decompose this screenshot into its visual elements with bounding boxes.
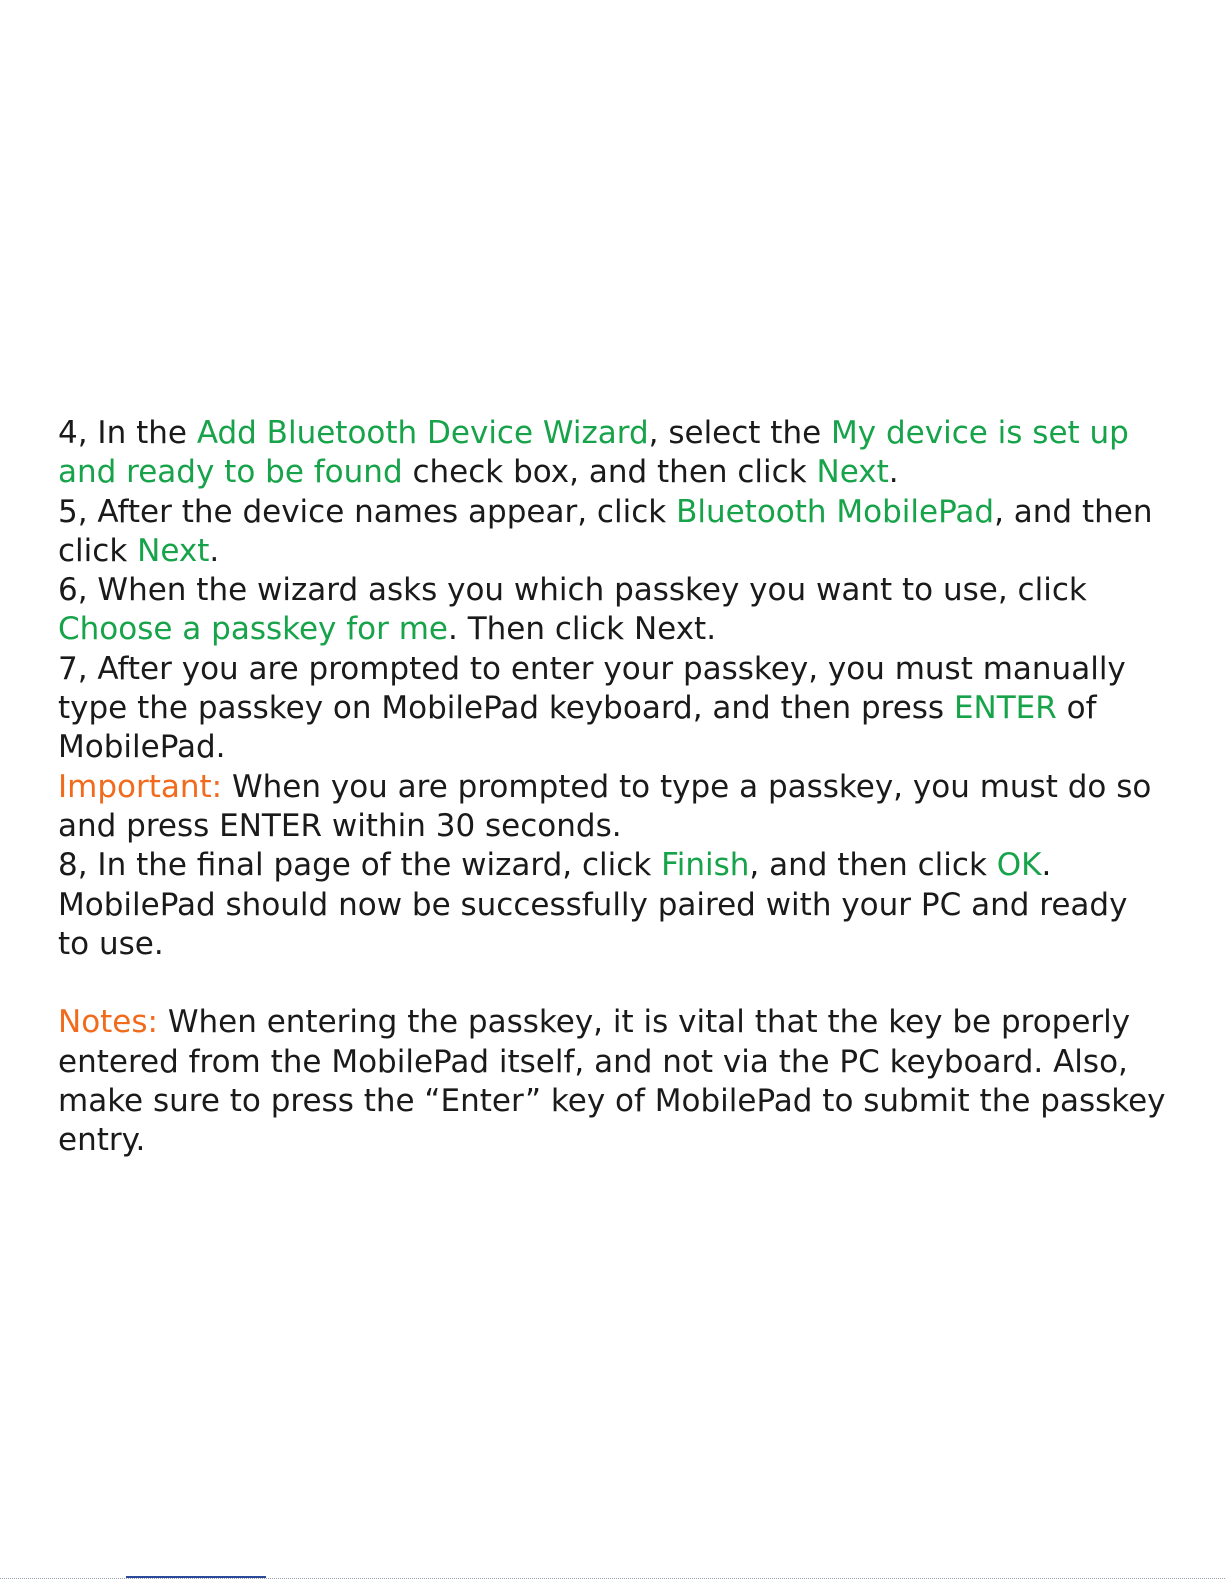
step-6 — [58, 571, 1168, 650]
ok-term: OK — [996, 847, 1042, 884]
step-6-text: 6, When the wizard asks you which passkey you want to use, click — [58, 572, 1087, 609]
notes — [58, 1003, 1168, 1160]
next-term: Next — [137, 532, 210, 569]
step-8-text: . MobilePad should now be successfully paired with your PC and ready to use. — [58, 847, 1128, 962]
step-4-text: 4, In the — [58, 415, 197, 451]
step-7 — [58, 650, 1168, 768]
next-term: Next — [816, 454, 889, 491]
checkbox-name: My device is set up and ready to be found — [58, 415, 1129, 491]
step-5-text: 5, After the device names appear, click — [58, 493, 677, 530]
bottom-accent-line — [126, 1576, 266, 1578]
step-4 — [58, 414, 1168, 493]
instructions — [58, 414, 1168, 1161]
step-8-text: 8, In the final page of the wizard, click — [58, 847, 662, 884]
passkey-option: Choose a passkey for me — [58, 611, 448, 648]
step-8 — [58, 846, 1168, 964]
device-name: Bluetooth MobilePad — [676, 493, 995, 530]
important-label: Important: — [58, 768, 223, 805]
step-5-text: , and then click — [58, 493, 1153, 569]
step-8-text: , and then click — [749, 847, 997, 884]
step-7-text: 7, After you are prompted to enter your passkey, you must manually type the passkey on MobilePad keyboard, and then press — [58, 650, 1126, 727]
paragraph-gap — [58, 964, 1168, 1003]
bottom-divider — [0, 1578, 1225, 1579]
step-5-text: . — [209, 532, 220, 569]
important-note — [58, 768, 1168, 847]
notes-label: Notes: — [58, 1004, 158, 1041]
step-5 — [58, 493, 1168, 572]
notes-text: When entering the passkey, it is vital that the key be properly entered from the MobilePad itself, and not via the PC keyboard. Also, make sure to press the “Enter” key of MobilePad to submit the passkey entry. — [58, 1004, 1166, 1159]
step-7-text: of MobilePad. — [58, 690, 1097, 766]
enter-term: ENTER — [953, 690, 1057, 727]
step-4-text: check box, and then click — [402, 454, 817, 491]
wizard-name: Add Bluetooth Device Wizard — [196, 415, 649, 451]
step-4-text: . — [888, 454, 899, 491]
finish-term: Finish — [661, 847, 750, 884]
important-text: When you are prompted to type a passkey, you must do so and press ENTER within 30 seconds. — [58, 768, 1152, 844]
step-4-text: , select the — [648, 415, 832, 451]
step-6-text: . Then click Next. — [448, 611, 717, 648]
